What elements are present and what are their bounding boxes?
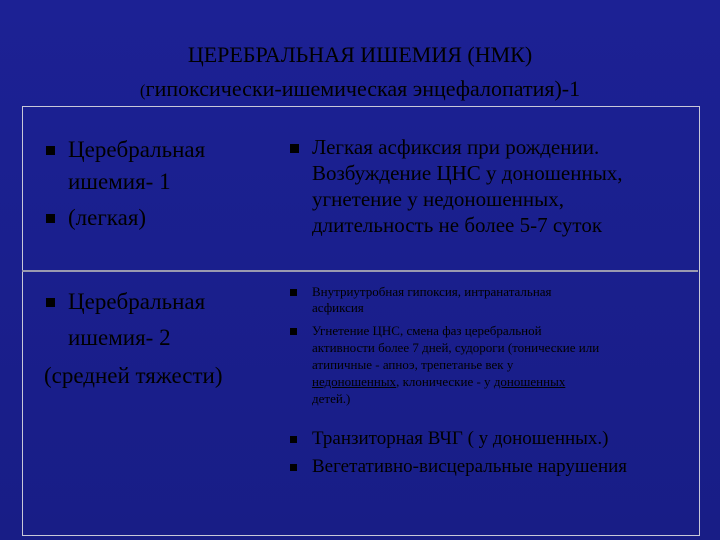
s1-right-line2: Возбуждение ЦНС у доношенных, — [312, 161, 623, 185]
s1-left-item2: (легкая) — [68, 205, 147, 230]
s1-left-item1-line2: ишемия- 1 — [68, 169, 171, 194]
s2-left-line3: (средней тяжести) — [44, 363, 223, 388]
s1-right-line1: Легкая асфиксия при рождении. — [312, 135, 600, 159]
s1-left-item1-line1: Церебральная — [68, 137, 206, 162]
s2-right-item2-line4 — [312, 374, 565, 389]
section-divider — [22, 270, 698, 272]
s2-left-line1: Церебральная — [68, 289, 206, 314]
s1-right-line4: длительность не более 5-7 суток — [312, 213, 603, 237]
bullet-square-icon — [46, 214, 55, 223]
bullet-square-icon — [290, 289, 297, 296]
title-line-2 — [0, 72, 720, 108]
s2-right-item3: Транзиторная ВЧГ ( у доношенных.) — [312, 428, 609, 449]
title-line-1: ЦЕРЕБРАЛЬНАЯ ИШЕМИЯ (НМК) — [187, 42, 533, 67]
s2-right-item2-line1: Угнетение ЦНС, смена фаз церебральной — [312, 323, 542, 338]
s2-right-item2-line2: активности более 7 дней, судороги (тонические или — [312, 340, 600, 355]
s2-right-item4: Вегетативно-висцеральные нарушения — [312, 456, 628, 477]
s1-right-line3: угнетение у недоношенных, — [312, 187, 564, 211]
title-paren-open: ( — [139, 81, 146, 100]
s2-left-line2: ишемия- 2 — [68, 325, 171, 350]
bullet-square-icon — [290, 436, 297, 443]
bullet-square-icon — [290, 144, 299, 153]
plain-term: , клонические - у — [396, 374, 494, 389]
bullet-square-icon — [290, 328, 297, 335]
bullet-square-icon — [46, 146, 55, 155]
s2-right-item2-line5: детей.) — [312, 391, 351, 406]
s2-right-item1-line2: асфиксия — [312, 300, 364, 315]
title-line-2-text: гипоксически-ишемическая энцефалопатия)-1 — [145, 76, 581, 101]
s2-right-item1-line1: Внутриутробная гипоксия, интранатальная — [312, 284, 552, 299]
underlined-term: недоношенных — [312, 374, 397, 389]
bullet-square-icon — [290, 464, 297, 471]
bullet-square-icon — [46, 298, 55, 307]
underlined-term: доношенных — [493, 374, 566, 389]
s2-right-item2-line3: атипичные - апноэ, трепетанье век у — [312, 357, 514, 372]
slide-title — [0, 38, 720, 108]
